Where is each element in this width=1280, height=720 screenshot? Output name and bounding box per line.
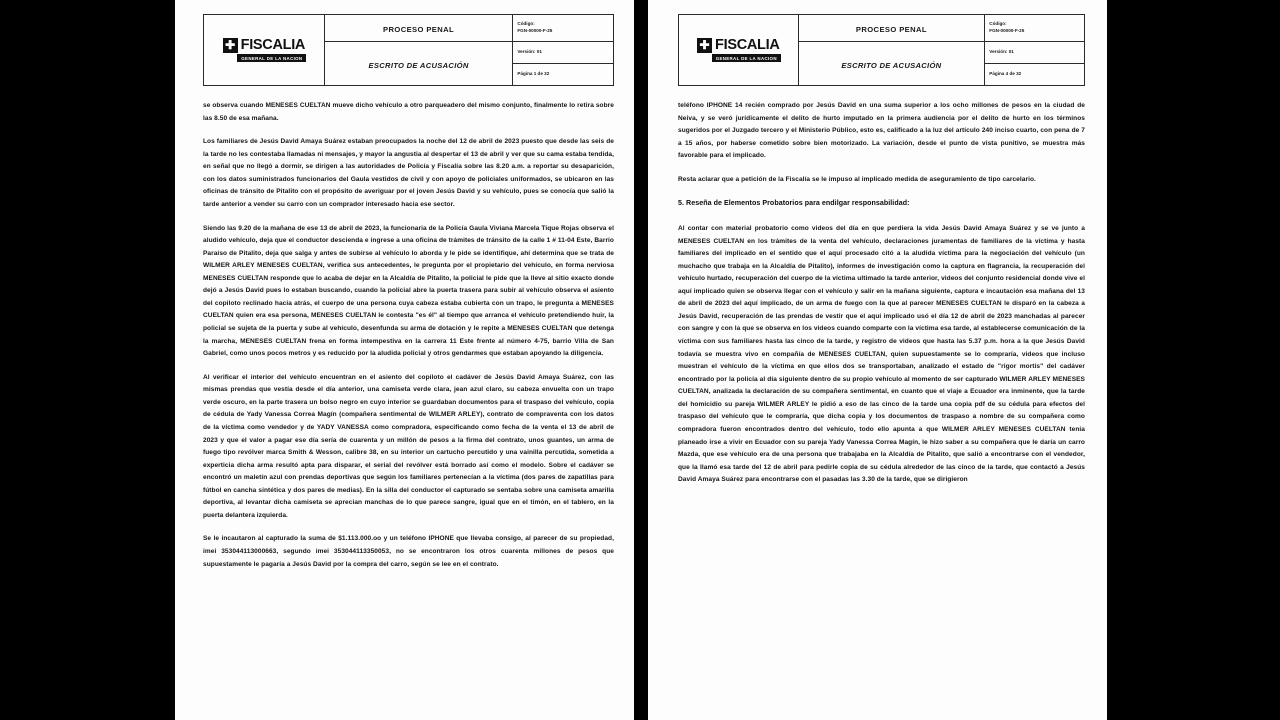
header-page-number: Página 4 de 32 [985, 64, 1085, 86]
logo-subtitle: GENERAL DE LA NACION [237, 54, 306, 62]
header-page-number: Página 1 de 32 [513, 64, 614, 86]
page-header-left [203, 14, 614, 86]
paragraph: se observa cuando MENESES CUELTAN mueve dicho vehículo a otro parqueadero del mismo conjunto, finalmente lo retira sobre las 8.50 de esa mañana. [203, 102, 614, 122]
header-process-title: PROCESO PENAL [324, 15, 513, 42]
paragraph: Resta aclarar que a petición de la Fiscalía se le impuso al implicado medida de aseguramiento de tipo carcelario. [678, 175, 1036, 183]
page-left-body [203, 100, 614, 571]
logo-subtitle: GENERAL DE LA NACION [712, 54, 781, 62]
fiscalia-emblem-icon: ✚ [223, 38, 238, 53]
paragraph: Al contar con material probatorio como videos del día en que perdiera la vida Jesús David Amaya Suárez y se ve junto a MENESES CUELTAN en los trámites de la venta del vehículo, declaraciones juramentas de familiares de la víctima y hasta familiares del implicado en el sentido que el aquí procesado citó a la aludida víctima para la negociación del vehículo (un muchacho que trabaja en la Alcaldía de Pitalito), informes de investigación como la captura en flagrancia, la recuperación del vehículo hurtado, recuperación del cuerpo de la víctima ultimado la tarde anterior, videos del conjunto residencial donde vive el aquí implicado quien se observa llegar con el vehículo y salir en la mañana siguiente, captura e incautación esa mañana del 13 de abril de 2023 del aquí implicado, de un arma de fuego con la que al parecer MENESES CUELTAN le disparó en la cabeza a Jesús David, recuperación de las prendas de vestir que el aquí implicado usó el día 12 de abril de 2023 manchadas al parecer con sangre y con la que se observa en los videos cuando comparte con la víctima esa tarde, al establecerse comunicación de la víctima con sus familiares hasta las cinco de la tarde, y registro de videos que hasta las 5.37 p.m. hora a la que Jesús David todavía se muestra vivo en compañía de MENESES CUELTAN, quien supuestamente se lo compraría, videos que incluso muestran el vehículo de la víctima en que ellos dos se transportaban, analizado el estado de "rigor mortis" del cadáver encontrado por la policía al día siguiente dentro de su propio vehículo al momento de ser capturado WILMER ARLEY MENESES CUELTAN, analizada la declaración de su compañera sentimental, en cuanto que el viaje a Ecuador era inminente, que la tarde del homicidio su pareja WILMER ARLEY le pidió a eso de las cinco de la tarde una copia pdf de su cédula para efectos del traspaso del vehículo que le compraría, que dicha copia y los documentos de traspaso a nombre de su compañera como compradora fueron encontrados dentro del vehículo, todo ello apunta a que WILMER ARLEY MENESES CUELTAN tenía planeado irse a vivir en Ecuador con su pareja Yady Vanessa Correa Magín, le hizo saber a su compañera que le daría un carro Mazda, que ese vehículo era de una persona que trabajaba en la Alcaldía de Pitalito, que salió a encontrarse con el vendedor, que la llamó esa tarde del 12 de abril para pedirle copia de su cédula alrededor de las cinco de la tarde, que contactó a Jesús David Amaya Suárez para encontrarse con el pasadas las 3.30 de la tarde, que se dirigieron [678, 224, 1085, 484]
paragraph: Los familiares de Jesús David Amaya Suárez estaban preocupados la noche del 12 de abril de 2023 puesto que desde las seis de la tarde no les contestaba llamadas ni mensajes, y mayor la angustia al despertar el 13 de abril y ver que su cama estaba tendida, en señal que no llegó a dormir, se dirigen a las autoridades de Policía y Fiscalía sobre las 8.20 a.m. a reportar su desaparición, con los datos suministrados funcionarios del Gaula vestidos de civil y con apoyo de policiales uniformados, se ubicaron en las oficinas de tránsito de Pitalito con el propósito de averiguar por el joven Jesús David y su vehículo, pues se conocía que salió la tarde anterior a vender su carro con un comprador interesado hacia ese sector. [203, 138, 614, 208]
header-version: Versión: 01 [985, 42, 1085, 64]
header-version: Versión: 01 [513, 42, 614, 64]
header-code: Código: FGN-00000-F-25 [985, 15, 1085, 42]
logo-wordmark: FISCALIA [715, 37, 780, 53]
header-process-title: PROCESO PENAL [798, 15, 985, 42]
fiscalia-logo [679, 15, 799, 86]
fiscalia-logo [204, 15, 325, 86]
document-page-right [648, 0, 1107, 720]
paragraph: Al verificar el interior del vehículo encuentran en el asiento del copiloto el cadáver de Jesús David Amaya Suárez, con las mismas prendas que vestía desde el día anterior, una camiseta verde clara, jean azul claro, su cabeza envuelta con un trapo verde oscuro, en la parte trasera un bolso negro en cuyo interior se guardaban documentos para el traspaso del vehículo, copia de cédula de Yady Vanessa Correa Magín (compañera sentimental de WILMER ARLEY), contrato de compraventa con los datos de la víctima como vendedor y de YADY VANESSA como compradora, especificando como fecha de la venta el 13 de abril de 2023 y que el valor a pagar ese día sería de cuarenta y un millón de pesos a la firma del contrato, unos guantes, un arma de fuego tipo revólver marca Smith & Wesson, calibre 38, en su interior un cartucho percutido y una vainilla percutida, sometida a experticia dicha arma resultó apta para disparar, el serial del revólver está borrado así como el modelo. Sobre el cadáver se encontró un maletín azul con prendas deportivas que según los familiares pertenecían a la víctima (dos pares de zapatillas para fútbol en cancha sintética y dos pares de medias). En la silla del conductor el capturado se sentaba sobre una camiseta amarilla deportiva, al levantar dicha camiseta se aprecian manchas de lo que parece sangre, igual que en el timón, en el tablero, en la puerta delantera izquierda. [203, 373, 614, 519]
header-code: Código: FGN-00000-F-25 [513, 15, 614, 42]
paragraph: Se le incautaron al capturado la suma de $1.113.000.oo y un teléfono IPHONE que llevaba consigo, al parecer de su propiedad, imei 353044113000663, segundo imei 353044113350053, no se encontraron los otros cuarenta millones de pesos que supuestamente le pagaría a Jesús David por la compra del carro, según se lee en el contrato. [203, 535, 614, 568]
fiscalia-emblem-icon: ✚ [697, 38, 712, 53]
section-heading: 5. Reseña de Elementos Probatorios para endilgar responsabilidad: [678, 199, 910, 208]
page-right-body [678, 100, 1085, 487]
page-header-right [678, 14, 1085, 86]
paragraph: teléfono IPHONE 14 recién comprado por Jesús David en una suma superior a los ocho millones de pesos en la ciudad de Neiva, y se veró jurídicamente el delito de hurto imputado en la primera audiencia por el delito de hurto en los términos sugeridos por el Juzgado tercero y el Ministerio Público, esto es, calificado a la luz del artículo 240 inciso cuarto, con pena de 7 a 15 años, por haberse cometido sobre bien motorizado. La variación, desde el punto de vista punitivo, se muestra más favorable para el implicado. [678, 102, 1085, 160]
paragraph: Siendo las 9.20 de la mañana de ese 13 de abril de 2023, la funcionaria de la Policía Gaula Viviana Marcela Tique Rojas observa el aludido vehículo, deja que el conductor descienda e ingrese a una oficina de trámites de tránsito de la calle 1 # 11-04 Este, Barrio Paraíso de Pitalito, deja que salga y antes de subirse al vehículo lo aborda y le pide se identifique, ahí determina que se trata de WILMER ARLEY MENESES CUELTAN, verifica sus antecedentes, le pregunta por el propietario del vehículo, en forma nerviosa MENESES CUELTAN responde que lo acaba de dejar en la Alcaldía de Pitalito, la policial le pide que la lleve al sitio exacto donde dejó a Jesús David pues lo estaban buscando, cuando la policial abre la puerta trasera para subir al vehículo observa el asiento del copiloto reclinado hacia atrás, el cuerpo de una persona cuya cabeza estaba cubierta con un trapo, le pregunta a MENESES CUELTAN quien era esa persona, MENESES CUELTAN le contesta "es él" al tiempo que arranca el vehículo pretendiendo huir, la policial se sujeta de la puerta y sube al vehículo, desenfunda su arma de dotación y le repite a MENESES CUELTAN que detenga la marcha, MENESES CUELTAN frena en forma intempestiva en la carrera 11 Este frente al número 4-75, barrio Villa de San Gabriel, como unos pocos metros y es reducido por la aludida policial y otros gendarmes que estaban apoyando la diligencia. [203, 224, 614, 358]
logo-wordmark: FISCALIA [240, 37, 306, 53]
header-document-subtitle: ESCRITO DE ACUSACIÓN [798, 42, 985, 86]
header-document-subtitle: ESCRITO DE ACUSACIÓN [324, 42, 513, 86]
document-page-left [175, 0, 634, 720]
